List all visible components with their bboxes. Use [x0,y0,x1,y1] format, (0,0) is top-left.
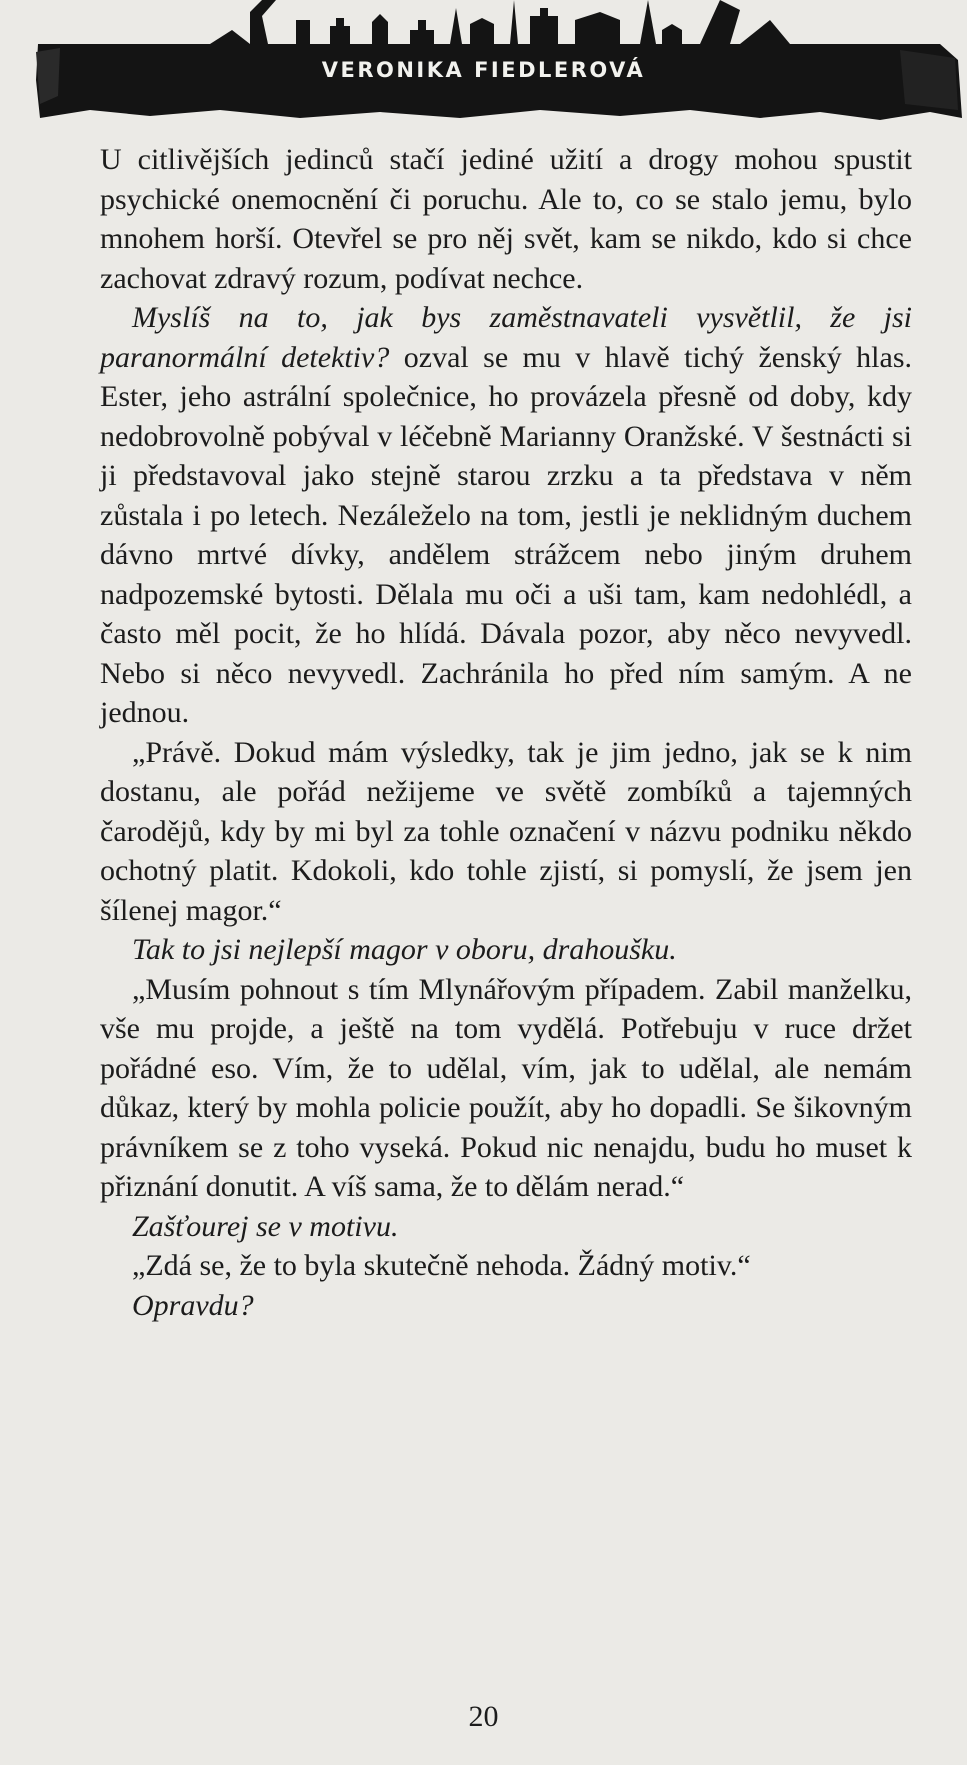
paragraph-italic: Tak to jsi nejlepší magor v oboru, drahoušku. [132,933,677,966]
paragraph-text: „Zdá se, že to byla skutečně nehoda. Žádný motiv.“ [132,1249,751,1282]
paragraph-italic: Zašťourej se v motivu. [132,1209,399,1243]
paragraph [100,970,912,1207]
paragraph-italic: Opravdu? [132,1288,254,1322]
paragraph-text: „Právě. Dokud mám výsledky, tak je jim jedno, jak se k nim dostanu, ale pořád nežijeme ve světě zombíků a tajemných čarodějů, kdy by mi byl za tohle označení v názvu podniku někdo ochotný platit. Kdokoli, kdo tohle zjistí, si pomyslí, že jsem jen šílenej magor.“ [100,735,912,927]
paragraph [100,1207,912,1247]
paragraph [100,298,912,733]
paragraph-text: U citlivějších jedinců stačí jediné užití a drogy mohou spustit psychické onemocnění či poruchu. Ale to, co se stalo jemu, bylo mnohem horší. Otevřel se pro něj svět, kam se nikdo, kdo si chce zachovat zdravý rozum, podívat nechce. [100,143,912,295]
page-number: 20 [468,1700,499,1733]
paragraph-text: „Musím pohnout s tím Mlynářovým případem. Zabil manželku, vše mu projde, a ještě na tom vydělá. Potřebuju v ruce držet pořádné eso. Vím, že to udělal, vím, jak to udělal, ale nemám důkaz, který by mohla policie použít, aby ho dopadli. Se šikovným právníkem se z toho vyseká. Pokud nic nenajdu, budu ho muset k přiznání donutit. A víš sama, že to dělám nerad.“ [100,972,912,1203]
paragraph-text: ozval se mu v hlavě tichý ženský hlas. Ester, jeho astrální společnice, ho provázela přesně od doby, kdy nedobrovolně pobýval v léčebně Marianny Oranžské. V šestnácti si ji představoval jako stejně starou zrzku a ta představa v něm zůstala i po letech. Nezáleželo na tom, jestli je neklidným duchem dávno mrtvé dívky, andělem strážcem nebo jiným druhem nadpozemské bytosti. Dělala mu oči a uši tam, kam nedohlédl, a často měl pocit, že ho hlídá. Dávala pozor, aby něco nevyvedl. Nebo si něco nevyvedl. Zachránila ho před ním samým. A ne jednou. [100,340,912,729]
paragraph-italic: Myslíš na to, jak bys zaměstnavateli vysvětlil, že jsi paranormální detektiv? [100,301,912,374]
page-text [100,140,912,1325]
header-band [0,0,967,130]
paragraph [100,733,912,931]
author-name: VERONIKA FIEDLEROVÁ [321,58,646,82]
paragraph [100,1286,912,1326]
paragraph [100,1246,912,1286]
paragraph [100,140,912,298]
paragraph [100,930,912,970]
